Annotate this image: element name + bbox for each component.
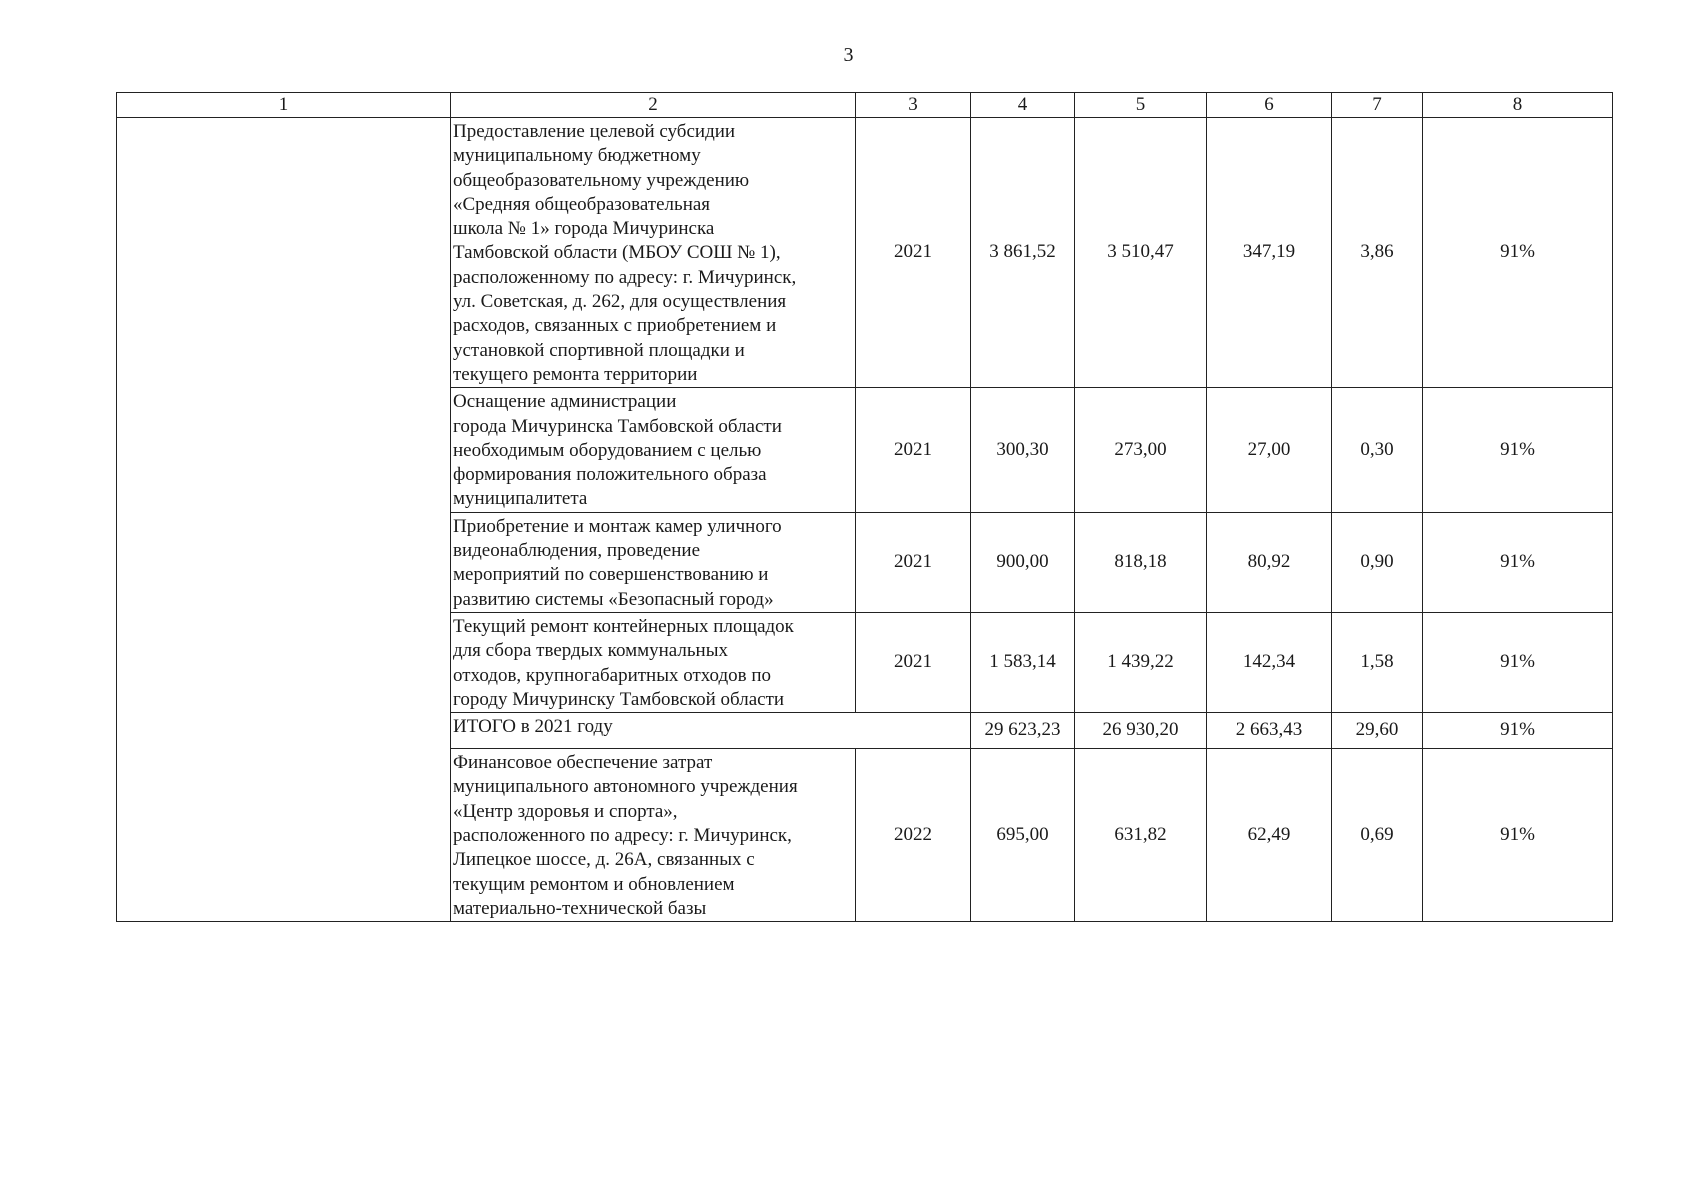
description-line: расходов, связанных с приобретением и: [453, 315, 777, 337]
row-col8: 91%: [1423, 749, 1613, 922]
description-line: общеобразовательному учреждению: [453, 169, 750, 191]
description-line: материально-технической базы: [453, 897, 707, 919]
row-col8: 91%: [1423, 388, 1613, 512]
description-line: Текущий ремонт контейнерных площадок: [453, 615, 794, 637]
description-line: школа № 1» города Мичуринска: [453, 218, 715, 240]
description-line: установкой спортивной площадки и: [453, 339, 745, 361]
header-cell-6: 6: [1207, 93, 1332, 118]
total-label: ИТОГО в 2021 году: [451, 713, 971, 749]
table-row: [117, 118, 1613, 388]
description-line: «Центр здоровья и спорта»,: [453, 800, 678, 822]
total-col6: 2 663,43: [1207, 713, 1332, 749]
header-cell-7: 7: [1332, 93, 1423, 118]
description-line: городу Мичуринску Тамбовской области: [453, 688, 785, 710]
description-line: текущим ремонтом и обновлением: [453, 873, 735, 895]
total-col8: 91%: [1423, 713, 1613, 749]
row-col7: 3,86: [1332, 118, 1423, 388]
row-col5: 818,18: [1075, 512, 1207, 612]
header-cell-3: 3: [856, 93, 971, 118]
row-col7: 0,69: [1332, 749, 1423, 922]
row-col4: 3 861,52: [971, 118, 1075, 388]
row-year: 2022: [856, 749, 971, 922]
header-cell-1: 1: [117, 93, 451, 118]
description-line: развитию системы «Безопасный город»: [453, 588, 774, 610]
description-line: города Мичуринска Тамбовской области: [453, 415, 782, 437]
row-description: [451, 512, 856, 612]
row-col4: 1 583,14: [971, 612, 1075, 712]
row-col6: 142,34: [1207, 612, 1332, 712]
row-col5: 273,00: [1075, 388, 1207, 512]
row-description: [451, 388, 856, 512]
total-col7: 29,60: [1332, 713, 1423, 749]
description-line: Оснащение администрации: [453, 391, 677, 413]
row-col6: 62,49: [1207, 749, 1332, 922]
row-year: 2021: [856, 612, 971, 712]
description-line: муниципальному бюджетному: [453, 145, 701, 167]
description-line: текущего ремонта территории: [453, 363, 698, 385]
description-line: расположенного по адресу: г. Мичуринск,: [453, 825, 792, 847]
row-year: 2021: [856, 512, 971, 612]
row-col6: 347,19: [1207, 118, 1332, 388]
row-col4: 695,00: [971, 749, 1075, 922]
description-line: мероприятий по совершенствованию и: [453, 564, 769, 586]
row-col6: 80,92: [1207, 512, 1332, 612]
row-year: 2021: [856, 388, 971, 512]
description-line: Липецкое шоссе, д. 26А, связанных с: [453, 849, 755, 871]
row-col4: 300,30: [971, 388, 1075, 512]
row-description: [451, 612, 856, 712]
header-row: [117, 93, 1613, 118]
row-description: [451, 749, 856, 922]
row-col6: 27,00: [1207, 388, 1332, 512]
header-cell-4: 4: [971, 93, 1075, 118]
description-line: Предоставление целевой субсидии: [453, 121, 736, 142]
total-col4: 29 623,23: [971, 713, 1075, 749]
row-col4: 900,00: [971, 512, 1075, 612]
header-cell-5: 5: [1075, 93, 1207, 118]
row-col8: 91%: [1423, 612, 1613, 712]
description-line: «Средняя общеобразовательная: [453, 193, 711, 215]
description-line: расположенному по адресу: г. Мичуринск,: [453, 266, 797, 288]
description-line: муниципального автономного учреждения: [453, 776, 798, 798]
description-line: необходимым оборудованием с целью: [453, 439, 762, 461]
total-col5: 26 930,20: [1075, 713, 1207, 749]
description-line: для сбора твердых коммунальных: [453, 640, 728, 662]
row-col5: 631,82: [1075, 749, 1207, 922]
table-body: [117, 93, 1613, 922]
description-line: отходов, крупногабаритных отходов по: [453, 664, 772, 686]
row-col5: 1 439,22: [1075, 612, 1207, 712]
row-col7: 1,58: [1332, 612, 1423, 712]
header-cell-2: 2: [451, 93, 856, 118]
budget-table: [116, 92, 1613, 922]
description-line: Финансовое обеспечение затрат: [453, 752, 713, 774]
description-line: формирования положительного образа: [453, 464, 767, 486]
row-col7: 0,90: [1332, 512, 1423, 612]
header-cell-8: 8: [1423, 93, 1613, 118]
description-line: видеонаблюдения, проведение: [453, 540, 700, 562]
row-col5: 3 510,47: [1075, 118, 1207, 388]
empty-column-1-cell: [117, 118, 451, 922]
row-col8: 91%: [1423, 118, 1613, 388]
page-number: 3: [843, 44, 854, 66]
row-col8: 91%: [1423, 512, 1613, 612]
row-description: [451, 118, 856, 388]
description-line: Приобретение и монтаж камер уличного: [453, 515, 782, 537]
description-line: ул. Советская, д. 262, для осуществления: [453, 291, 787, 313]
row-col7: 0,30: [1332, 388, 1423, 512]
row-year: 2021: [856, 118, 971, 388]
description-line: муниципалитета: [453, 488, 588, 510]
description-line: Тамбовской области (МБОУ СОШ № 1),: [453, 242, 781, 264]
